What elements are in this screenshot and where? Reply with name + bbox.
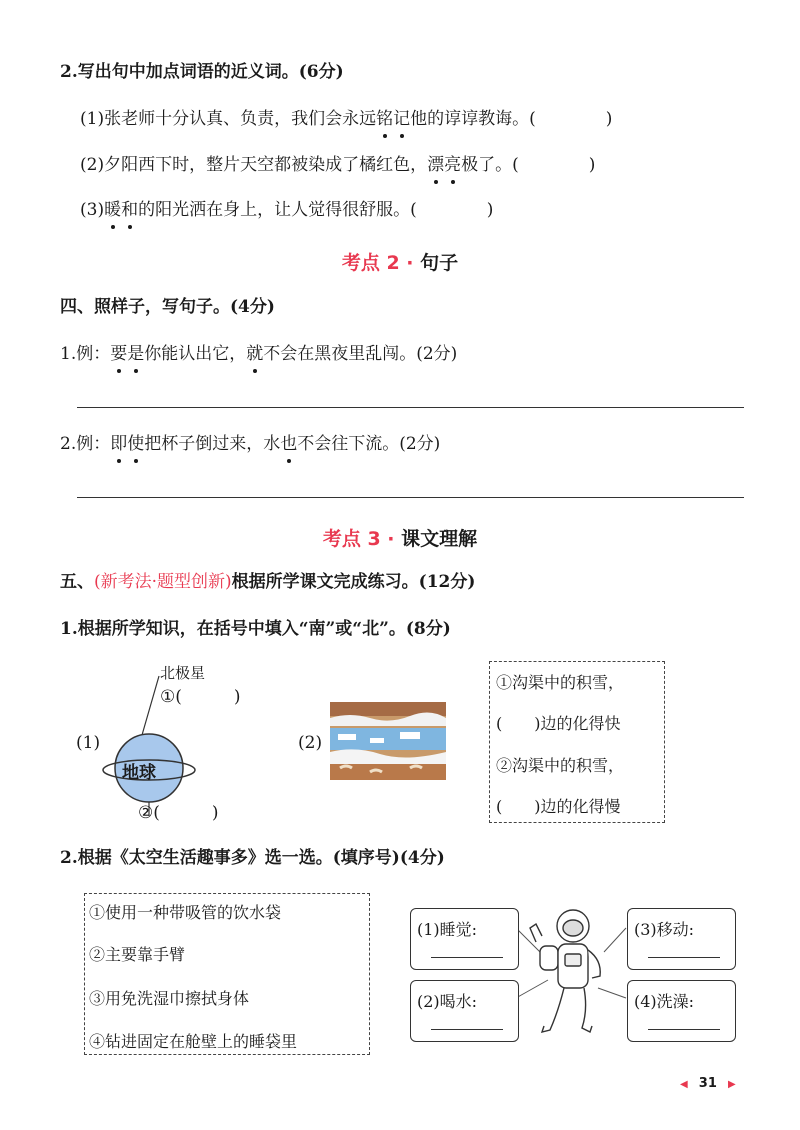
sleep-label: (1)睡觉: bbox=[417, 920, 478, 939]
south-blank: ②( ) bbox=[138, 803, 219, 823]
box-line-2[interactable]: ( )边的化得快 bbox=[496, 714, 621, 733]
options-box bbox=[84, 893, 370, 1055]
option-3: ③用免洗湿巾擦拭身体 bbox=[89, 989, 250, 1008]
answer-line-2[interactable] bbox=[77, 497, 744, 498]
polaris-label: 北极星 bbox=[160, 664, 206, 682]
box-line-1: ①沟渠中的积雪， bbox=[496, 673, 625, 692]
option-1: ①使用一种带吸管的饮水袋 bbox=[89, 903, 282, 922]
q2-item-1: (1)张老师十分认真、负责，我们会永远铭记他的谆谆教诲。( ) bbox=[80, 109, 613, 129]
q2-title: 2.写出句中加点词语的近义词。(6分) bbox=[60, 62, 344, 82]
page-footer bbox=[680, 1072, 736, 1091]
part4-example-2: 2.例：即使把杯子倒过来，水也不会往下流。(2分) bbox=[60, 434, 441, 454]
bath-box bbox=[627, 980, 736, 1042]
box-line-3: ②沟渠中的积雪， bbox=[496, 756, 625, 775]
part5-q1-title: 1.根据所学知识，在括号中填入“南”或“北”。(8分) bbox=[60, 619, 451, 639]
earth-label: 地球 bbox=[122, 763, 156, 783]
part4-example-1: 1.例：要是你能认出它，就不会在黑夜里乱闯。(2分) bbox=[60, 344, 458, 364]
move-box bbox=[627, 908, 736, 970]
part5-title: 五、(新考法·题型创新)根据所学课文完成练习。(12分) bbox=[60, 572, 476, 592]
figure-label-1: (1) bbox=[76, 733, 101, 753]
box-line-4[interactable]: ( )边的化得慢 bbox=[496, 797, 621, 816]
page-number: 31 bbox=[698, 1076, 717, 1091]
answer-line-1[interactable] bbox=[77, 407, 744, 408]
q2-item-2: (2)夕阳西下时，整片天空都被染成了橘红色，漂亮极了。( ) bbox=[80, 155, 596, 175]
drink-label: (2)喝水: bbox=[417, 992, 478, 1011]
part4-title: 四、照样子，写句子。(4分) bbox=[60, 297, 275, 317]
move-label: (3)移动: bbox=[634, 920, 695, 939]
ditch-snow-image bbox=[330, 702, 446, 780]
next-arrow-icon: ▶ bbox=[727, 1079, 736, 1090]
q2-item-3: (3)暖和的阳光洒在身上，让人觉得很舒服。( ) bbox=[80, 200, 494, 220]
option-4: ④钻进固定在舱壁上的睡袋里 bbox=[89, 1032, 298, 1051]
polaris-blank: ①( ) bbox=[160, 687, 241, 707]
astronaut-icon bbox=[530, 910, 600, 1032]
section-heading-2: 考点 2 · 句子 bbox=[341, 252, 459, 274]
drink-answer-line[interactable] bbox=[431, 1029, 503, 1030]
ditch-answer-box bbox=[489, 661, 665, 823]
drink-box bbox=[410, 980, 519, 1042]
figure-label-2: (2) bbox=[298, 733, 323, 753]
section-heading-3: 考点 3 · 课文理解 bbox=[322, 528, 478, 550]
sleep-answer-line[interactable] bbox=[431, 957, 503, 958]
bath-label: (4)洗澡: bbox=[634, 992, 695, 1011]
prev-arrow-icon: ◀ bbox=[680, 1079, 688, 1090]
option-2: ②主要靠手臂 bbox=[89, 945, 186, 964]
move-answer-line[interactable] bbox=[648, 957, 720, 958]
bath-answer-line[interactable] bbox=[648, 1029, 720, 1030]
sleep-box bbox=[410, 908, 519, 970]
part5-q2-title: 2.根据《太空生活趣事多》选一选。(填序号)(4分) bbox=[60, 848, 445, 868]
